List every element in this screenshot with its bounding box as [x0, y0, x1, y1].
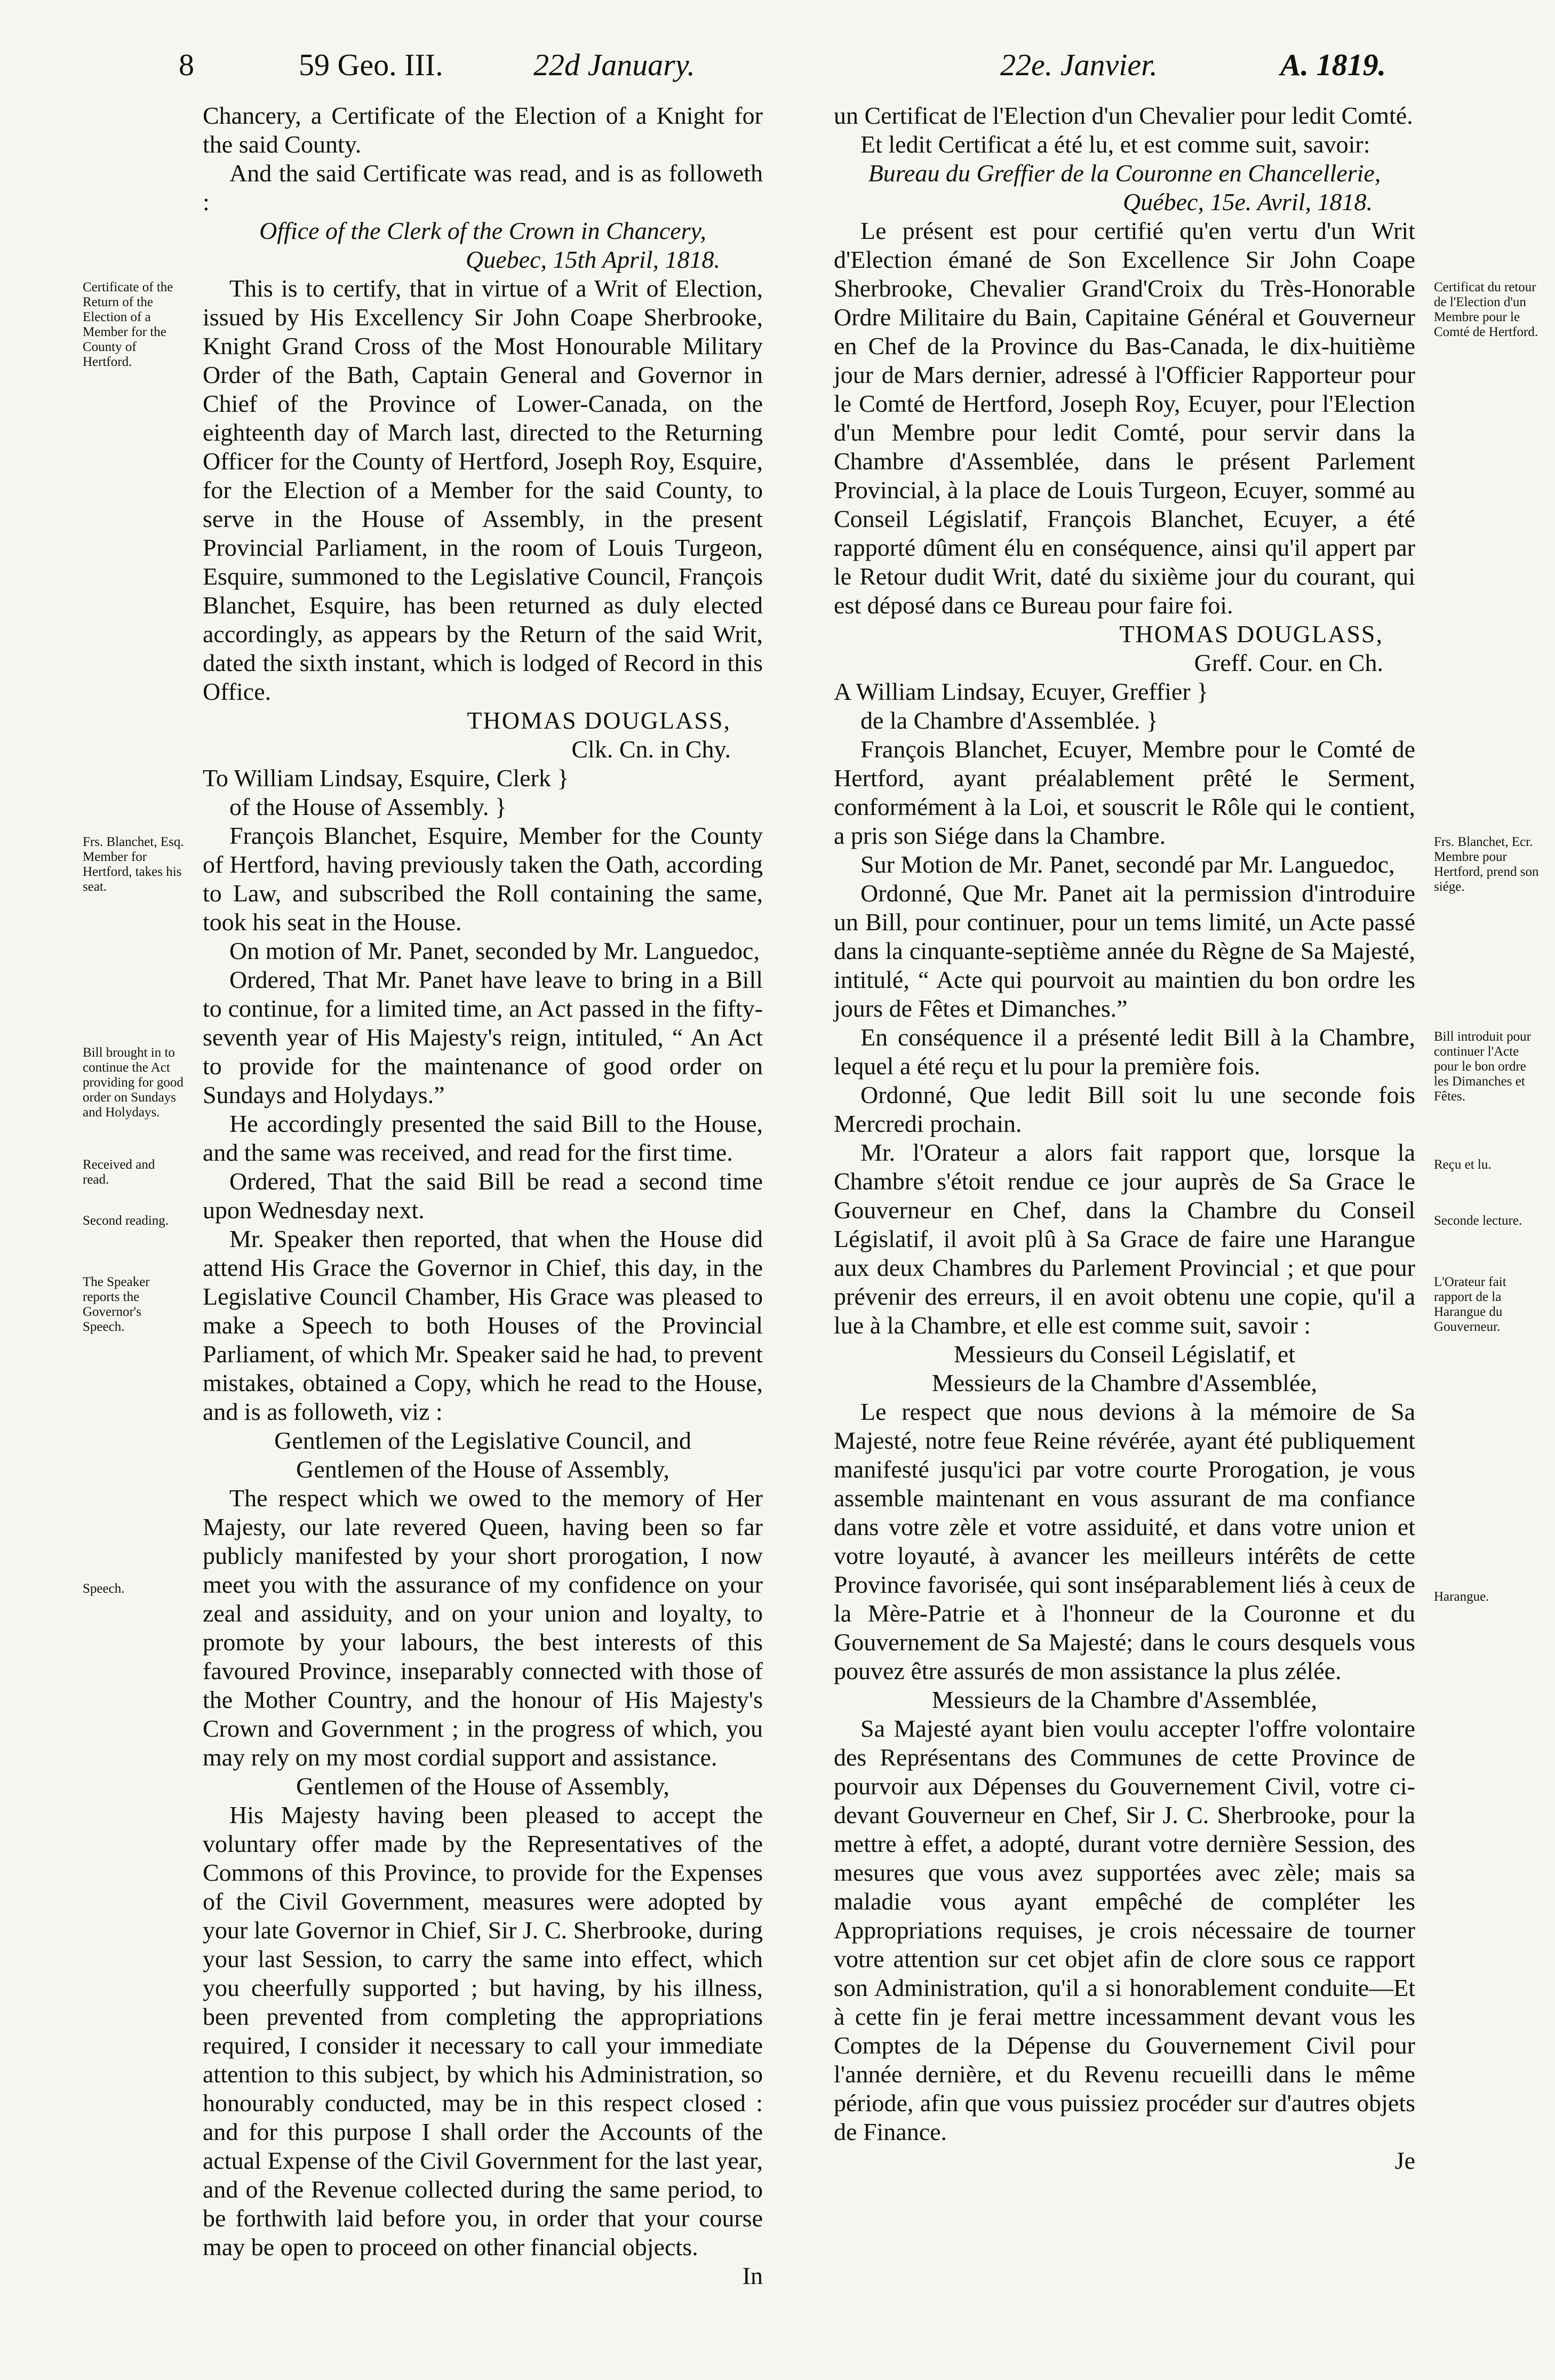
en-addressee-1: To William Lindsay, Esquire, Clerk } — [203, 764, 569, 792]
fr-speech-1: Le respect que nous devions à la mémoire de Sa Majesté, notre feue Reine révérée, ayant été publiquement manifesté jusqu'ici par votre courte Prorogation, je vous assemble maintenant en vous assurant de ma confiance dans votre zèle et votre assiduité, et dans votre union et votre loyauté, à avancer les meilleurs intérêts de cette Province favorisée, qui sont inséparablement liés à ceux de la Mère-Patrie et à l'honneur de la Couronne et du Gouvernement de Sa Majesté; dans le cours desquels vous pouvez être assurés de mon assistance la plus zélée. — [834, 1398, 1415, 1684]
page-number: 8 — [179, 47, 194, 82]
fr-speech-2: Sa Majesté ayant bien voulu accepter l'offre volontaire des Représentans des Communes de cette Province de pourvoir aux Dépenses du Gouvernement Civil, votre ci-devant Gouverneur en Chef, Sir J. C. Sherbrooke, pour la mettre à effet, a adopté, durant votre dernière Session, des mesures que vous avez supportées avec zèle; mais sa maladie vous ayant empêché de compléter les Appropriations requises, je crois nécessaire de tourner votre attention sur cet objet afin de clore sous ce rapport son Administration, qu'il a si honorablement conduite—Et à cette fin je ferai mettre incessamment devant vous les Comptes de la Dépense du Gouvernement Civil pour l'année dernière, et du Revenu recueilli dans le même période, afin que vous puissiez procéder sur d'autres objets de Finance. — [834, 1715, 1415, 2145]
margin-note-bill: Bill brought in to continue the Act providing for good order on Sundays and Holydays. — [83, 1045, 184, 1120]
margin-note-speaker: The Speaker reports the Governor's Speech. — [83, 1275, 150, 1334]
en-speech-2: His Majesty having been pleased to accept the voluntary offer made by the Representatives of the Commons of this Province, to provide for the Expenses of the Civil Government, measures were adopted by your late Governor in Chief, Sir J. C. Sherbrooke, during your last Session, to carry the same into effect, which you cheerfully supported ; but having, by his illness, been prevented from completing the appropriations required, I consider it necessary to call your immediate attention to this subject, by which his Administration, so honourably conducted, may be in this respect closed : and for this purpose I shall order the Accounts of the actual Expense of the Civil Government for the last year, and of the Revenue collected during the same period, to be forthwith laid before you, in order that your course may be open to proceed on other financial objects. — [203, 1801, 763, 2261]
en-addressee-2: of the House of Assembly. } — [229, 793, 507, 820]
en-motion: On motion of Mr. Panet, seconded by Mr. Languedoc, — [229, 937, 760, 964]
fr-motion: Sur Motion de Mr. Panet, secondé par Mr. Languedoc, — [860, 851, 1395, 878]
en-signature-name: THOMAS DOUGLASS, — [467, 707, 731, 734]
margin-note-recu: Reçu et lu. — [1434, 1157, 1492, 1172]
french-column — [834, 101, 1415, 2175]
fr-blanchet: François Blanchet, Ecuyer, Membre pour le Comté de Hertford, ayant préalablement prêté le Serment, conformément à la Loi, et souscrit le Rôle qui le contient, a pris son Siége dans la Chambre. — [834, 736, 1415, 849]
margin-note-seconde-lecture: Seconde lecture. — [1434, 1213, 1522, 1228]
margin-note-certificate: Certificate of the Return of the Election of a Member for the County of Hertford. — [83, 280, 173, 369]
margin-note-blanchet: Frs. Blanchet, Esq. Member for Hertford, takes his seat. — [83, 835, 184, 894]
en-catchword: In — [742, 2262, 763, 2289]
en-gentlemen-3: Gentlemen of the House of Assembly, — [296, 1772, 669, 1800]
margin-note-received: Received and read. — [83, 1157, 155, 1187]
reign-label: 59 Geo. III. — [299, 47, 443, 82]
en-presented: He accordingly presented the said Bill to the House, and the same was received, and read for the first time. — [203, 1110, 763, 1166]
en-ordered-1: Ordered, That Mr. Panet have leave to bring in a Bill to continue, for a limited time, an Act passed in the fifty-seventh year of His Majesty's reign, intituled, “ An Act to provide for the maintenance of good order on Sundays and Holydays.” — [203, 966, 763, 1108]
fr-speaker-report: Mr. l'Orateur a alors fait rapport que, lorsque la Chambre s'étoit rendue ce jour auprès de Sa Grace le Gouverneur en Chef, dans la Chambre du Conseil Législatif, il avoit plû à Sa Grace de faire une Harangue aux deux Chambres du Parlement Provincial ; et que pour prévenir des erreurs, il en avoit obtenu une copie, qu'il a lue à la Chambre, et elle est comme suit, savoir : — [834, 1139, 1415, 1339]
en-opening: Chancery, a Certificate of the Election of a Knight for the said County. — [203, 102, 763, 158]
fr-presented: En conséquence il a présenté ledit Bill à la Chambre, lequel a été reçu et lu pour la première fois. — [834, 1024, 1415, 1080]
fr-signature-title: Greff. Cour. en Ch. — [1194, 649, 1383, 676]
margin-note-certificat: Certificat du retour de l'Election d'un Membre pour le Comté de Hertford. — [1434, 280, 1538, 339]
fr-addressee-2: de la Chambre d'Assemblée. } — [860, 707, 1158, 734]
year-label: A. 1819. — [1280, 47, 1386, 82]
en-gentlemen-2: Gentlemen of the House of Assembly, — [296, 1456, 669, 1483]
date-en: 22d January. — [533, 47, 695, 82]
english-column — [203, 101, 763, 2290]
en-blanchet: François Blanchet, Esquire, Member for the County of Hertford, having previously taken the Oath, according to Law, and subscribed the Roll containing the same, took his seat in the House. — [203, 822, 763, 936]
fr-certificate-read: Et ledit Certificat a été lu, et est comme suit, savoir: — [860, 131, 1370, 158]
fr-opening: un Certificat de l'Election d'un Chevalier pour ledit Comté. — [834, 102, 1413, 129]
en-certificate-read: And the said Certificate was read, and is as followeth : — [203, 159, 763, 215]
en-signature-title: Clk. Cn. in Chy. — [571, 736, 731, 763]
fr-signature-name: THOMAS DOUGLASS, — [1119, 620, 1383, 648]
en-certificate: This is to certify, that in virtue of a Writ of Election, issued by His Excellency Sir John Coape Sherbrooke, Knight Grand Cross of the Most Honourable Military Order of the Bath, Captain General and Governor in Chief of the Province of Lower-Canada, on the eighteenth day of March last, directed to the Returning Officer for the County of Hertford, Joseph Roy, Esquire, for the Election of a Member for the said County, to serve in the House of Assembly, in the present Provincial Parliament, in the room of Louis Turgeon, Esquire, summoned to the Legislative Council, François Blanchet, Esquire, has been returned as duly elected accordingly, as appears by the Return of the said Writ, dated the sixth instant, which is lodged of Record in this Office. — [203, 275, 763, 705]
margin-note-blanchet-fr: Frs. Blanchet, Ecr. Membre pour Hertford, prend son siége. — [1434, 835, 1539, 894]
en-ordered-2: Ordered, That the said Bill be read a second time upon Wednesday next. — [203, 1168, 763, 1224]
fr-office-date: Québec, 15e. Avril, 1818. — [1123, 188, 1373, 215]
fr-gentlemen-2: Messieurs de la Chambre d'Assemblée, — [931, 1369, 1318, 1396]
fr-catchword: Je — [1394, 2147, 1415, 2174]
en-office: Office of the Clerk of the Crown in Chancery, — [259, 217, 706, 244]
date-fr: 22e. Janvier. — [1000, 47, 1158, 82]
fr-office: Bureau du Greffier de la Couronne en Chancellerie, — [868, 159, 1381, 187]
margin-note-speech: Speech. — [83, 1582, 125, 1596]
page-header — [0, 47, 1555, 95]
fr-gentlemen-3: Messieurs de la Chambre d'Assemblée, — [931, 1686, 1318, 1713]
en-office-date: Quebec, 15th April, 1818. — [466, 246, 720, 273]
margin-note-orateur: L'Orateur fait rapport de la Harangue du Gouverneur. — [1434, 1275, 1506, 1334]
fr-ordered-2: Ordonné, Que ledit Bill soit lu une seconde fois Mercredi prochain. — [834, 1081, 1415, 1137]
en-speech-1: The respect which we owed to the memory of Her Majesty, our late revered Queen, having been so far publicly manifested by your short prorogation, I now meet you with the assurance of my confidence on your zeal and assiduity, and on your union and loyalty, to promote by your labours, the best interests of this favoured Province, inseparably connected with those of the Mother Country, and the honour of His Majesty's Crown and Government ; in the progress of which, you may rely on my most cordial support and assistance. — [203, 1484, 763, 1771]
margin-note-second-reading: Second reading. — [83, 1213, 169, 1228]
en-speaker-report: Mr. Speaker then reported, that when the House did attend His Grace the Governor in Chief, this day, in the Legislative Council Chamber, His Grace was pleased to make a Speech to both Houses of the Provincial Parliament, of which Mr. Speaker said he had, to prevent mistakes, obtained a Copy, which he read to the House, and is as followeth, viz : — [203, 1225, 763, 1425]
fr-ordered-1: Ordonné, Que Mr. Panet ait la permission d'introduire un Bill, pour continuer, pour un tems limité, un Acte passé dans la cinquante-septième année du Règne de Sa Majesté, intitulé, “ Acte qui pourvoit au maintien du bon ordre les jours de Fêtes et Dimanches.” — [834, 880, 1415, 1022]
fr-addressee-1: A William Lindsay, Ecuyer, Greffier } — [834, 678, 1209, 705]
margin-note-bill-fr: Bill introduit pour continuer l'Acte pour le bon ordre les Dimanches et Fêtes. — [1434, 1029, 1531, 1104]
fr-gentlemen-1: Messieurs du Conseil Législatif, et — [953, 1340, 1296, 1368]
en-gentlemen-1: Gentlemen of the Legislative Council, and — [274, 1427, 691, 1454]
margin-note-harangue: Harangue. — [1434, 1590, 1489, 1604]
fr-certificate: Le présent est pour certifié qu'en vertu d'un Writ d'Election émané de Son Excellence Sir John Coape Sherbrooke, Chevalier Grand'Croix du Très-Honorable Ordre Militaire du Bain, Capitaine Général et Gouverneur en Chef de la Province du Bas-Canada, le dix-huitième jour de Mars dernier, adressé à l'Officier Rapporteur pour le Comté de Hertford, Joseph Roy, Ecuyer, pour l'Election d'un Membre pour ledit Comté, pour servir dans la Chambre d'Assemblée, dans le présent Parlement Provincial, à la place de Louis Turgeon, Ecuyer, sommé au Conseil Législatif, François Blanchet, Ecuyer, a été rapporté dûment élu en conséquence, ainsi qu'il appert par le Retour dudit Writ, daté du sixième jour du courant, qui est déposé dans ce Bureau pour faire foi. — [834, 217, 1415, 619]
